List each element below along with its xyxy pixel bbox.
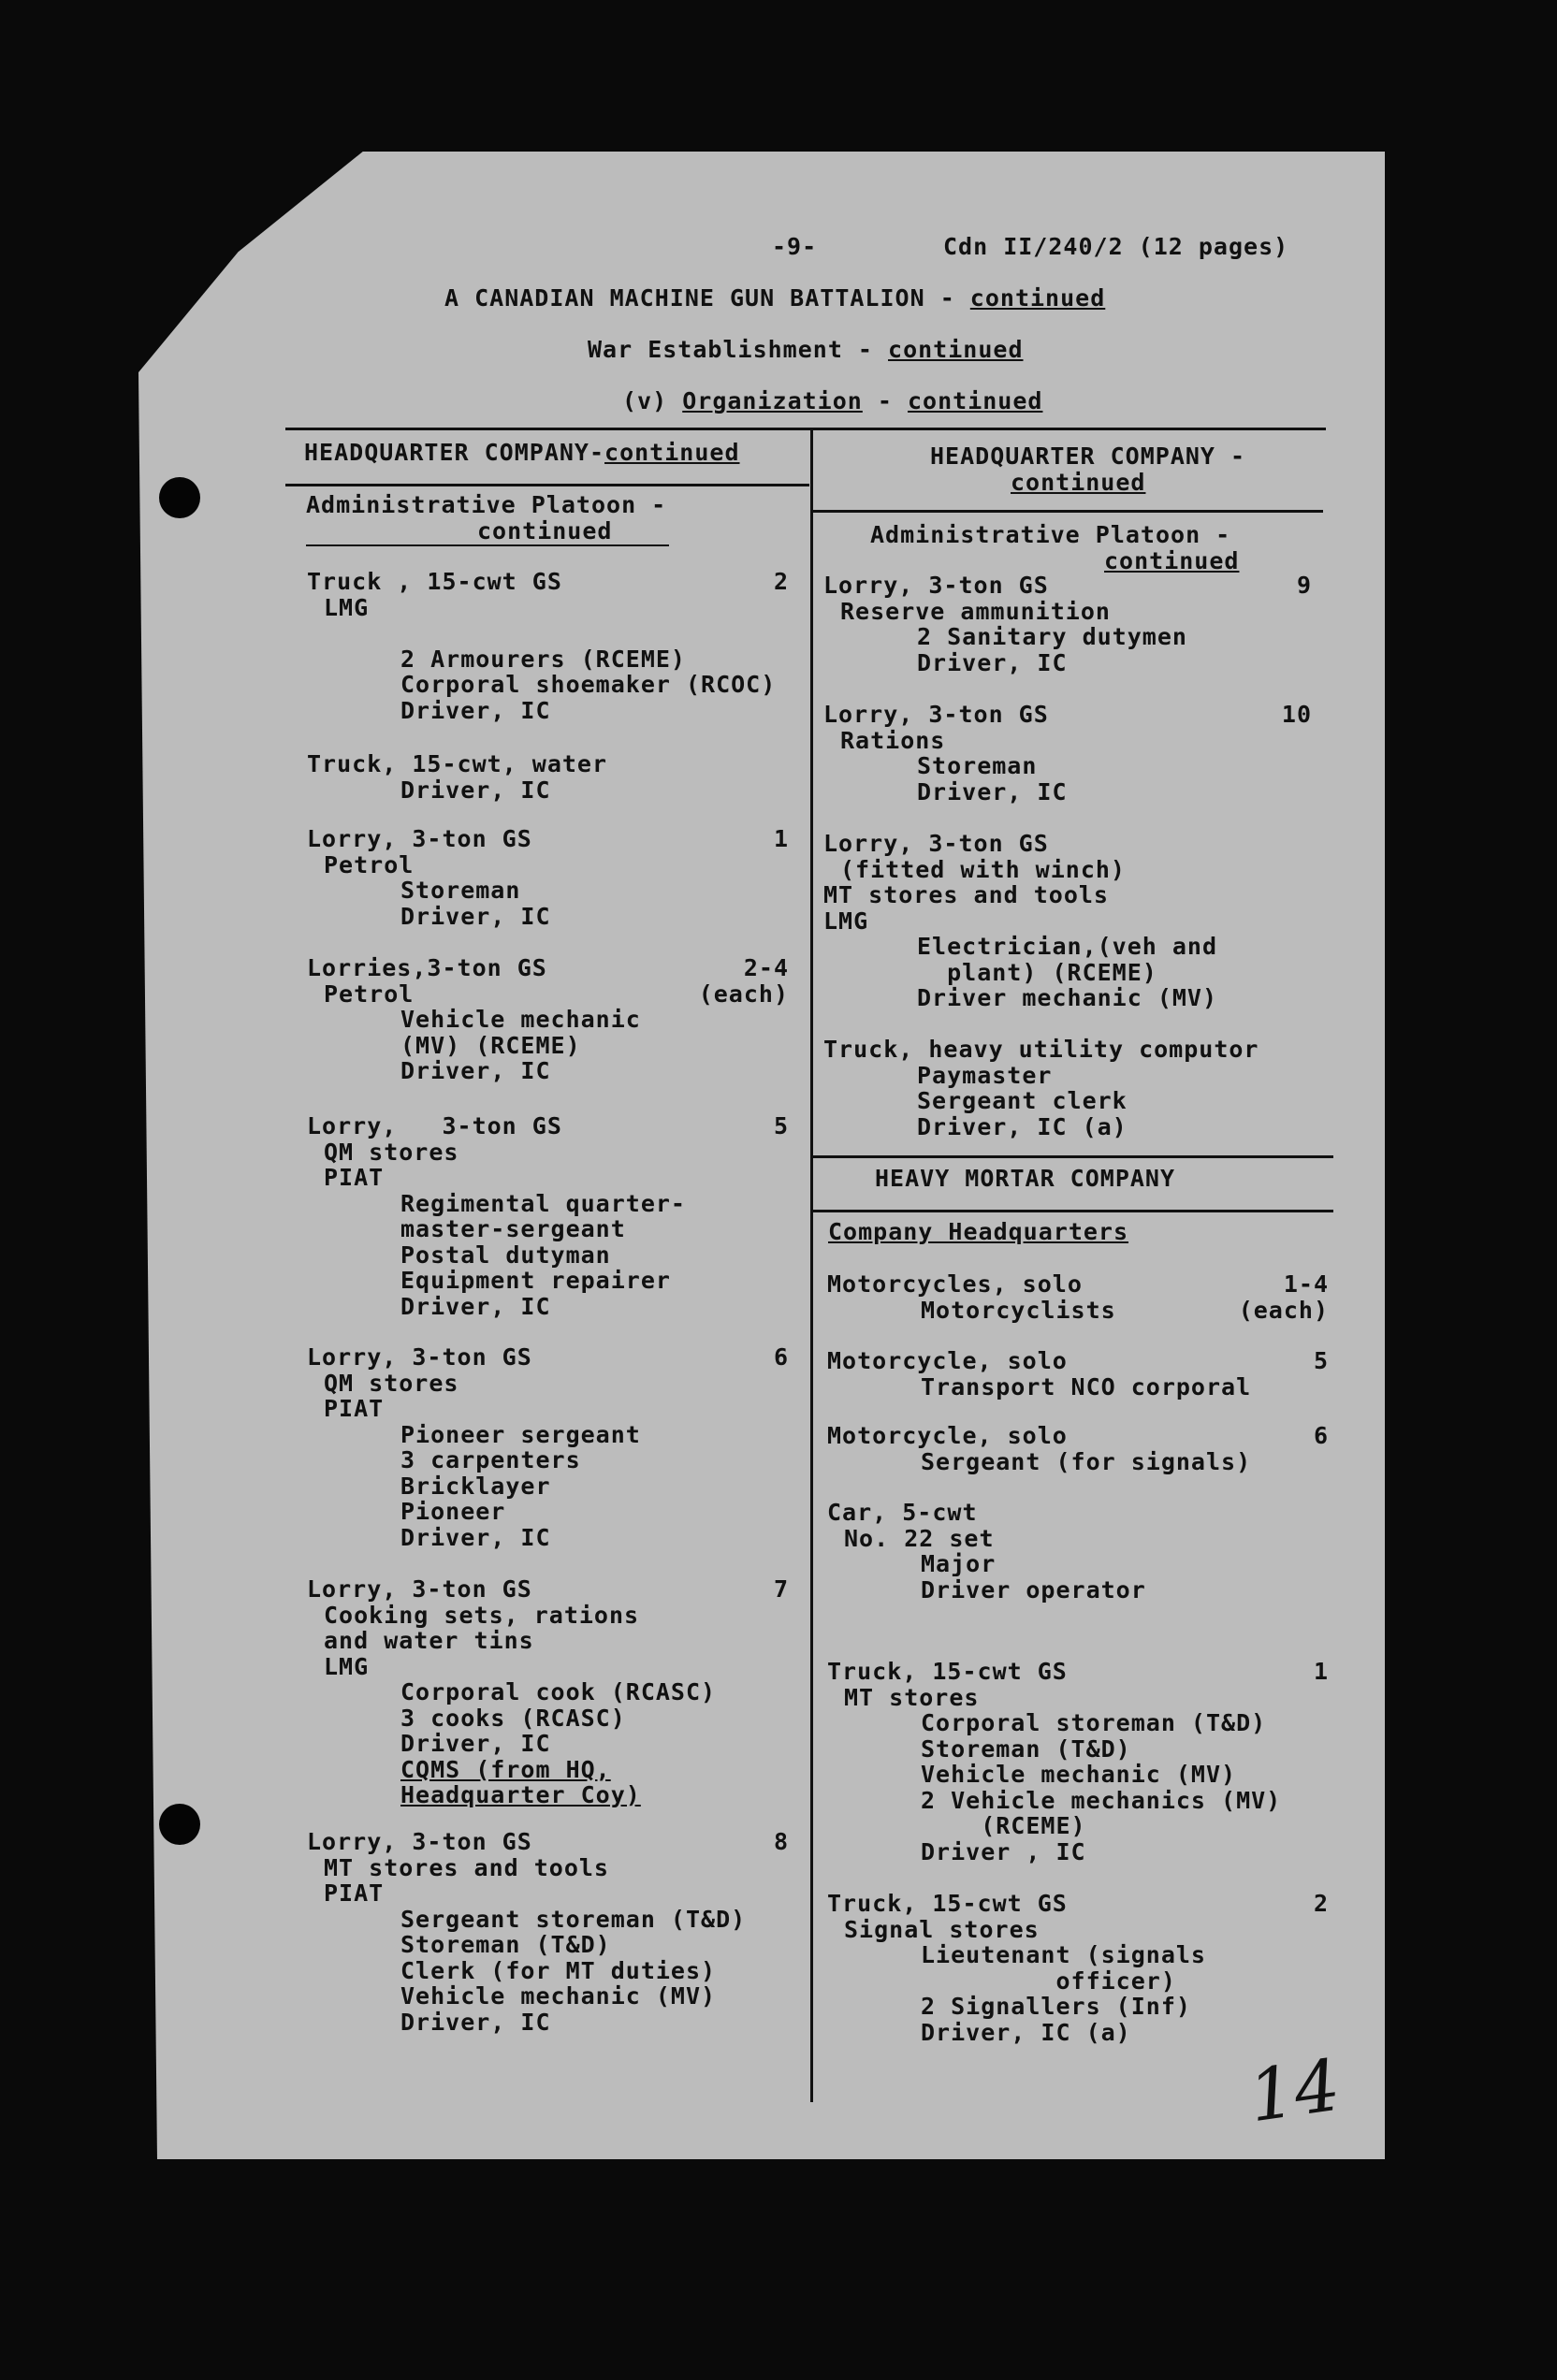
- entry-line: QM stores: [324, 1138, 459, 1166]
- vehicle-entry: [823, 831, 1217, 1011]
- entry-line: officer): [921, 1966, 1176, 1995]
- entry-line: Pioneer: [400, 1498, 506, 1525]
- punch-hole: [159, 1804, 200, 1845]
- vehicle-entry: [307, 569, 776, 723]
- entry-line: Equipment repairer: [400, 1267, 671, 1294]
- entry-line: LMG: [324, 593, 370, 621]
- entry-line: Vehicle mechanic: [400, 1006, 641, 1033]
- entry-line: 2 Vehicle mechanics (MV): [921, 1786, 1282, 1814]
- entry-line: master-sergeant: [400, 1215, 626, 1242]
- mortar-company-heading: HEAVY MORTAR COMPANY: [875, 1165, 1176, 1192]
- handwritten-page-number: 14: [1244, 2042, 1346, 2139]
- entry-line: Sergeant clerk: [917, 1087, 1128, 1114]
- entry-line: CQMS (from HQ,: [400, 1755, 611, 1783]
- entry-line: Driver, IC: [400, 776, 551, 804]
- entry-line: No. 22 set: [844, 1524, 995, 1552]
- vehicle-entry: [827, 1659, 1281, 1865]
- vehicle-serial-number: 8: [773, 1828, 789, 1855]
- vehicle-name: Lorry, 3-ton GS: [307, 1575, 532, 1603]
- entry-line: Electrician,(veh and: [917, 933, 1218, 960]
- vehicle-name: Truck, 15-cwt GS: [827, 1658, 1068, 1685]
- entry-line: (fitted with winch): [840, 855, 1126, 883]
- left-subheading-underline: [306, 544, 669, 546]
- entry-line: 3 carpenters: [400, 1446, 581, 1473]
- entry-line: Storeman (T&D): [400, 1931, 611, 1958]
- vehicle-entry: [307, 826, 551, 929]
- vehicle-name: Truck, 15-cwt, water: [307, 750, 608, 777]
- vehicle-name: Motorcycle, solo: [827, 1347, 1068, 1374]
- entry-line: Clerk (for MT duties): [400, 1956, 717, 1984]
- entry-line: Driver, IC: [917, 777, 1068, 805]
- vehicle-entry: [827, 1500, 1146, 1603]
- vehicle-entry: [307, 1113, 686, 1319]
- entry-line: Corporal cook (RCASC): [400, 1678, 717, 1705]
- entry-line: Rations: [840, 726, 946, 754]
- entry-line: Storeman: [917, 752, 1038, 779]
- left-heading-rule: [285, 484, 809, 486]
- table-top-rule: [285, 428, 1326, 430]
- vehicle-name: Lorry, 3-ton GS: [307, 1112, 562, 1139]
- vehicle-entry: [823, 702, 1068, 805]
- entry-line: (MV) (RCEME): [400, 1031, 581, 1059]
- vehicle-entry: [307, 751, 607, 803]
- vehicle-name: Lorry, 3-ton GS: [307, 1343, 532, 1371]
- vehicle-entry: [307, 955, 641, 1084]
- entry-line: Vehicle mechanic (MV): [921, 1761, 1237, 1788]
- right-subheading: Administrative Platoon -: [870, 521, 1231, 548]
- entry-line: 2 Signallers (Inf): [921, 1993, 1191, 2020]
- vehicle-serial-number: 1: [773, 825, 789, 852]
- entry-line: Sergeant storeman (T&D): [400, 1905, 747, 1933]
- vehicle-serial-number: 9: [1296, 572, 1312, 599]
- vehicle-serial-number: 2: [1313, 1890, 1329, 1917]
- left-subheading-cont: continued: [477, 517, 613, 544]
- entry-line: Driver, IC: [400, 1292, 551, 1320]
- entry-line: Storeman (T&D): [921, 1734, 1131, 1763]
- entry-line: LMG: [324, 1652, 370, 1680]
- vehicle-entry: [307, 1576, 716, 1808]
- entry-line: MT stores and tools: [324, 1853, 609, 1881]
- entry-line: Driver, IC: [400, 1057, 551, 1084]
- vehicle-entry: [827, 1423, 1251, 1474]
- vehicle-name: Lorries,3-ton GS: [307, 954, 547, 981]
- vehicle-entry: [823, 573, 1187, 675]
- page-number: -9-: [772, 233, 818, 260]
- entry-line: Petrol: [324, 850, 415, 878]
- vehicle-name: Car, 5-cwt: [827, 1499, 978, 1526]
- right-column-heading: HEADQUARTER COMPANY -: [930, 443, 1246, 470]
- entry-line: Pioneer sergeant: [400, 1420, 641, 1448]
- entry-line: Lieutenant (signals: [921, 1941, 1206, 1968]
- entry-line: Corporal storeman (T&D): [921, 1709, 1267, 1736]
- entry-line: [307, 620, 776, 646]
- entry-line: 3 cooks (RCASC): [400, 1704, 626, 1732]
- entry-line: Driver, IC: [400, 696, 551, 724]
- vehicle-serial-number: 2: [773, 568, 789, 595]
- vehicle-name: Motorcycle, solo: [827, 1422, 1068, 1449]
- entry-line: 2 Armourers (RCEME): [400, 645, 686, 673]
- vehicle-serial-number: 6: [1313, 1422, 1329, 1449]
- entry-line: Headquarter Coy): [400, 1781, 641, 1808]
- vehicle-entry: [307, 1344, 641, 1550]
- mortar-top-rule: [813, 1155, 1333, 1158]
- document-title: A CANADIAN MACHINE GUN BATTALION - continued: [444, 284, 1106, 312]
- column-divider: [810, 428, 813, 2102]
- vehicle-name: Lorry, 3-ton GS: [823, 830, 1049, 857]
- entry-line: Driver, IC: [400, 902, 551, 930]
- entry-line: Reserve ammunition: [840, 597, 1111, 625]
- entry-line: (RCEME): [921, 1812, 1086, 1839]
- entry-line: QM stores: [324, 1369, 459, 1397]
- right-heading-rule: [813, 510, 1323, 513]
- right-column-heading-cont: continued: [1011, 469, 1146, 496]
- entry-line: and water tins: [324, 1627, 534, 1654]
- entry-line: Driver, IC: [400, 1730, 551, 1757]
- entry-line: Petrol: [324, 980, 415, 1008]
- entry-line: LMG: [823, 907, 869, 935]
- vehicle-serial-number: 5: [1313, 1347, 1329, 1374]
- vehicle-serial-number: 10: [1281, 701, 1312, 728]
- entry-line: Transport NCO corporal: [921, 1372, 1252, 1400]
- right-subheading-cont: continued: [1104, 547, 1240, 574]
- entry-line: plant) (RCEME): [917, 958, 1157, 986]
- entry-line: Driver, IC: [917, 648, 1068, 676]
- entry-line: Driver, IC (a): [917, 1112, 1128, 1140]
- entry-line: Bricklayer: [400, 1472, 551, 1500]
- left-subheading: Administrative Platoon -: [306, 491, 667, 518]
- entry-line: Driver, IC: [400, 2008, 551, 2036]
- entry-line: Postal dutyman: [400, 1241, 611, 1269]
- vehicle-serial-number: 6: [773, 1343, 789, 1371]
- document-reference: Cdn II/240/2 (12 pages): [943, 233, 1289, 260]
- mortar-bottom-rule: [813, 1210, 1333, 1212]
- entry-line: Signal stores: [844, 1915, 1040, 1943]
- left-column-heading: HEADQUARTER COMPANY-continued: [304, 439, 740, 466]
- entry-line: Storeman: [400, 877, 521, 904]
- entry-line: Driver, IC: [400, 1523, 551, 1551]
- entry-line: Paymaster: [917, 1061, 1053, 1089]
- entry-line: Corporal shoemaker (RCOC): [400, 671, 777, 698]
- vehicle-serial-number: 5: [773, 1112, 789, 1139]
- entry-line: PIAT: [324, 1164, 385, 1191]
- vehicle-name: Truck, heavy utility computor: [823, 1036, 1259, 1063]
- entry-line: PIAT: [324, 1395, 385, 1422]
- vehicle-name: Truck , 15-cwt GS: [307, 568, 562, 595]
- vehicle-entry: [307, 1829, 746, 2035]
- entry-line: Sergeant (for signals): [921, 1447, 1252, 1475]
- entry-line: Major: [921, 1550, 997, 1577]
- vehicle-name: Lorry, 3-ton GS: [307, 825, 532, 852]
- vehicle-name: Lorry, 3-ton GS: [823, 701, 1049, 728]
- vehicle-entry: [823, 1037, 1259, 1139]
- entry-line: Regimental quarter-: [400, 1189, 686, 1217]
- entry-line: MT stores: [844, 1683, 980, 1711]
- document-subtitle: War Establishment - continued: [588, 336, 1024, 363]
- entry-line: PIAT: [324, 1879, 385, 1907]
- vehicle-serial-number: 1-4 (each): [1238, 1270, 1329, 1324]
- punch-hole: [159, 477, 200, 518]
- vehicle-serial-number: 2-4 (each): [698, 954, 789, 1008]
- company-headquarters-heading: Company Headquarters: [828, 1218, 1129, 1245]
- entry-line: Driver , IC: [921, 1837, 1086, 1865]
- entry-line: Motorcyclists: [921, 1296, 1116, 1324]
- vehicle-entry: [827, 1891, 1206, 2045]
- vehicle-serial-number: 1: [1313, 1658, 1329, 1685]
- vehicle-name: Truck, 15-cwt GS: [827, 1890, 1068, 1917]
- vehicle-name: Lorry, 3-ton GS: [823, 572, 1049, 599]
- entry-line: Driver operator: [921, 1575, 1146, 1604]
- entry-line: MT stores and tools: [823, 881, 1109, 908]
- vehicle-entry: [827, 1271, 1116, 1323]
- entry-line: Vehicle mechanic (MV): [400, 1982, 717, 2010]
- section-heading: (v) Organization - continued: [622, 387, 1043, 414]
- entry-line: Driver mechanic (MV): [917, 984, 1218, 1011]
- vehicle-serial-number: 7: [773, 1575, 789, 1603]
- vehicle-entry: [827, 1348, 1251, 1400]
- vehicle-name: Lorry, 3-ton GS: [307, 1828, 532, 1855]
- vehicle-name: Motorcycles, solo: [827, 1270, 1083, 1298]
- entry-line: 2 Sanitary dutymen: [917, 623, 1187, 650]
- entry-line: Cooking sets, rations: [324, 1601, 640, 1629]
- entry-line: Driver, IC (a): [921, 2018, 1131, 2046]
